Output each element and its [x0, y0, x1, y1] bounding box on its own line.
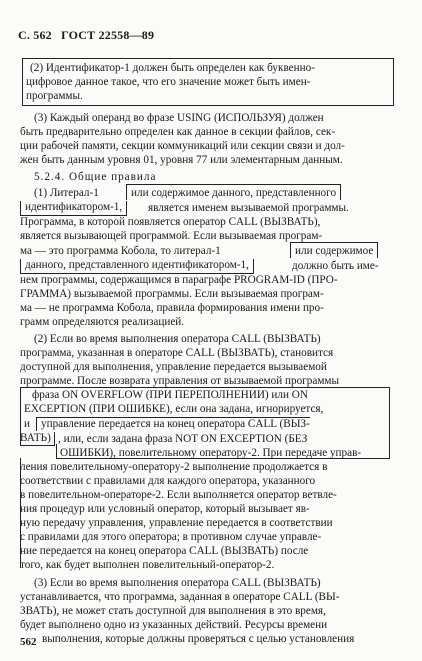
text-line: ЗВАТЬ), не может стать доступной для выполнения в это время, [20, 605, 326, 617]
section-title: 5.2.4. Общие правила [34, 171, 157, 183]
text-line: (3) Если во время выполнения оператора CALL (ВЫЗВАТЬ) [34, 577, 321, 589]
text-line: ную передачу управления, управление передается в соответствии [20, 517, 333, 529]
text-line: доступной для выполнения, управление передается вызываемой [20, 361, 327, 373]
text-line: управление передается на конец оператора CALL (ВЫЗ- [36, 417, 310, 431]
text-line: должно быть име- [292, 260, 379, 272]
text-line: выполнения, которые должны проверяться с целью установления [42, 633, 355, 645]
page-number: 562 [20, 636, 37, 648]
text-line: ВАТЬ) [20, 432, 55, 446]
text-line: программа, указанная в операторе CALL (ВЫЗВАТЬ), становится [20, 347, 334, 359]
text-line: будет выполнено одно из указанных действий. Ресурсы времени [20, 619, 328, 631]
text-line: является именем вызываемой программы. [148, 202, 349, 214]
text-line: программе. После возврата управления от вызываемой программы [20, 375, 339, 387]
text-line: программы. [26, 90, 83, 102]
text-line: ГРАММА) вызываемой программы. Если вызываемая програм- [20, 288, 324, 300]
text-line: нем программы, содержащимся в параграфе PROGRAM-ID (ПРО- [20, 274, 338, 286]
text-line: Программа, в которой появляется оператор CALL (ВЫЗВАТЬ), [20, 216, 321, 228]
text-line: (1) Литерал-1 [34, 187, 99, 199]
text-line: жен быть данным уровня 01, уровня 77 или элементарным данным. [20, 154, 343, 166]
text-line: и [24, 418, 30, 430]
text-line: быть предварительно определен как данное в секции файлов, сек- [20, 126, 336, 138]
text-line: ции рабочей памяти, секции коммуникаций или секции связи и дол- [20, 140, 345, 152]
text-line: с правилами для этого оператора; в противном случае управле- [20, 531, 322, 543]
text-line: в повелительном-операторе-2. Если выполняется оператор ветвле- [20, 489, 337, 501]
boxed-phrase: идентификатором-1, [20, 201, 127, 216]
text-line: ния процедур или условный оператор, который вызывает яв- [20, 503, 310, 515]
boxed-region-left-rule [20, 458, 21, 568]
text-line: грамм определяются реализацией. [20, 316, 185, 328]
text-line: , или, если задана фраза NOT ON EXCEPTION (БЕЗ [58, 433, 308, 445]
page-label: С. 562 [18, 28, 52, 42]
text-line: того, как будет выполнен повелительный-оператор-2. [20, 559, 275, 571]
text-line: (2) Если во время выполнения оператора CALL (ВЫЗВАТЬ) [34, 333, 321, 345]
boxed-phrase: или содержимое [290, 242, 378, 258]
text-line: цифровое данное такое, что его значение может быть имен- [26, 76, 311, 88]
text-line: ОШИБКИ), повелительному оператору-2. При передаче управ- [60, 447, 362, 459]
page-header [18, 28, 160, 43]
text-line: (3) Каждый операнд во фразе USING (ИСПОЛЬЗУЯ) должен [34, 112, 324, 124]
text-line: ления повелительному-оператору-2 выполнение продолжается в [20, 461, 328, 473]
standard-number: ГОСТ 22558—89 [61, 28, 155, 42]
boxed-phrase: или содержимое данного, представленного [126, 184, 341, 200]
text-line: (2) Идентификатор-1 должен быть определен как буквенно- [30, 62, 315, 74]
text-line: соответствии с правилами для каждого оператора, указанного [20, 475, 316, 487]
text-line: ма — это программа Кобола, то литерал-1 [20, 245, 221, 257]
text-line: EXCEPTION (ПРИ ОШИБКЕ), если она задана, игнорируется, [24, 403, 324, 415]
text-line: устанавливается, что программа, заданная в операторе CALL (ВЫ- [20, 591, 340, 603]
text-line: ма — не программа Кобола, правила формирования имени про- [20, 302, 324, 314]
boxed-phrase: данного, представленного идентификатором-1, [20, 259, 254, 274]
text-line: фраза ON OVERFLOW (ПРИ ПЕРЕПОЛНЕНИИ) или ON [32, 389, 308, 401]
text-line: является вызывающей программой. Если вызываемая програм- [20, 230, 323, 242]
text-line: ние передается на конец оператора CALL (ВЫЗВАТЬ) после [20, 545, 309, 557]
